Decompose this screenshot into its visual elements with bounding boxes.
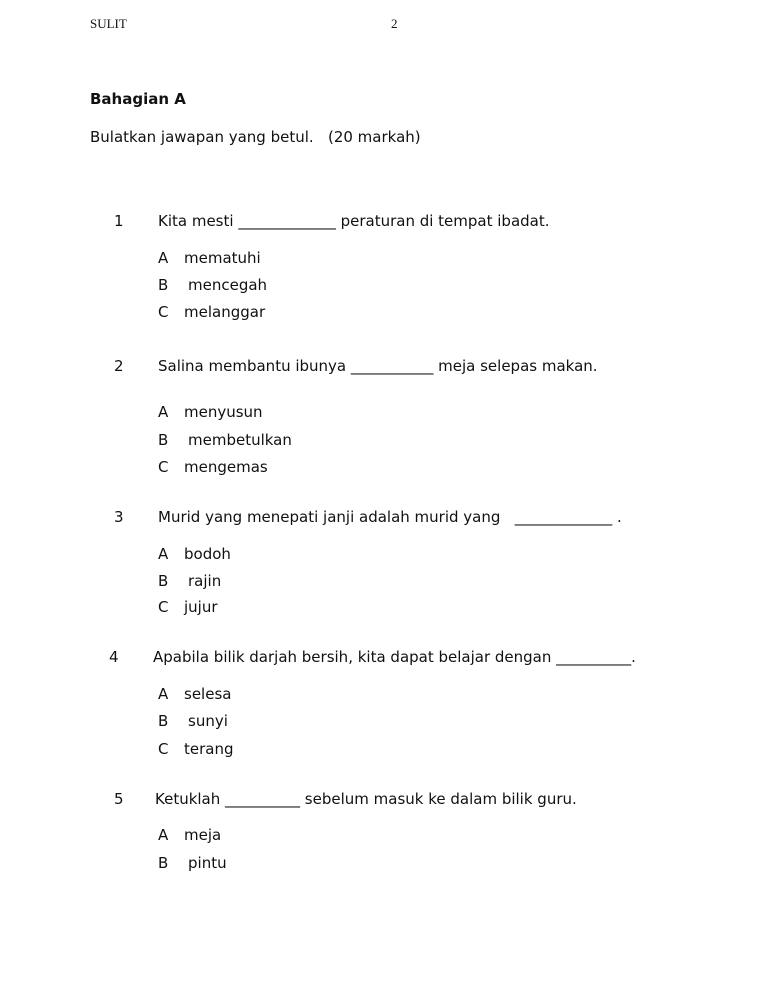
- question-text: Ketuklah __________ sebelum masuk ke dalam bilik guru.: [155, 790, 577, 808]
- question-number: 3: [114, 508, 124, 526]
- option-letter: B: [158, 572, 169, 590]
- option-text: pintu: [188, 854, 227, 872]
- question-text: Kita mesti _____________ peraturan di tempat ibadat.: [158, 212, 550, 230]
- option-letter: A: [158, 826, 169, 844]
- option-a[interactable]: [158, 685, 231, 703]
- page-number: 2: [391, 16, 398, 31]
- option-c[interactable]: [158, 458, 268, 476]
- option-text: meja: [184, 826, 222, 844]
- option-letter: B: [158, 712, 169, 730]
- option-text: melanggar: [184, 303, 266, 321]
- option-text: rajin: [188, 572, 222, 590]
- option-letter: B: [158, 854, 169, 872]
- option-letter: B: [158, 431, 169, 449]
- question-text: Salina membantu ibunya ___________ meja selepas makan.: [158, 357, 598, 375]
- option-text: mengemas: [184, 458, 268, 476]
- option-text: jujur: [184, 598, 218, 616]
- question-number: 5: [114, 790, 124, 808]
- option-letter: C: [158, 740, 169, 758]
- option-letter: C: [158, 598, 169, 616]
- question-number: 2: [114, 357, 124, 375]
- option-text: sunyi: [188, 712, 228, 730]
- option-letter: B: [158, 276, 169, 294]
- option-text: membetulkan: [188, 431, 292, 449]
- option-a[interactable]: [158, 403, 263, 421]
- option-b[interactable]: [158, 276, 267, 294]
- option-c[interactable]: [158, 740, 234, 758]
- option-text: menyusun: [184, 403, 263, 421]
- section-title: Bahagian A: [90, 90, 186, 108]
- question-text: Apabila bilik darjah bersih, kita dapat belajar dengan __________.: [153, 648, 636, 666]
- option-letter: A: [158, 545, 169, 563]
- option-letter: A: [158, 403, 169, 421]
- option-b[interactable]: [158, 572, 221, 590]
- option-b[interactable]: [158, 431, 292, 449]
- option-text: mencegah: [188, 276, 268, 294]
- option-b[interactable]: [158, 712, 228, 730]
- option-letter: C: [158, 458, 169, 476]
- option-letter: A: [158, 685, 169, 703]
- header-sulit: SULIT: [90, 16, 127, 31]
- question-number: 1: [114, 212, 124, 230]
- option-text: mematuhi: [184, 249, 261, 267]
- option-a[interactable]: [158, 826, 221, 844]
- option-text: bodoh: [184, 545, 231, 563]
- option-c[interactable]: [158, 598, 218, 616]
- option-text: selesa: [184, 685, 232, 703]
- option-a[interactable]: [158, 545, 231, 563]
- question-number: 4: [109, 648, 119, 666]
- option-b[interactable]: [158, 854, 227, 872]
- option-letter: C: [158, 303, 169, 321]
- option-letter: A: [158, 249, 169, 267]
- question-text: Murid yang menepati janji adalah murid yang _____________ .: [158, 508, 622, 526]
- option-a[interactable]: [158, 249, 261, 267]
- option-c[interactable]: [158, 303, 265, 321]
- option-text: terang: [184, 740, 234, 758]
- instruction-text: Bulatkan jawapan yang betul. (20 markah): [90, 128, 421, 146]
